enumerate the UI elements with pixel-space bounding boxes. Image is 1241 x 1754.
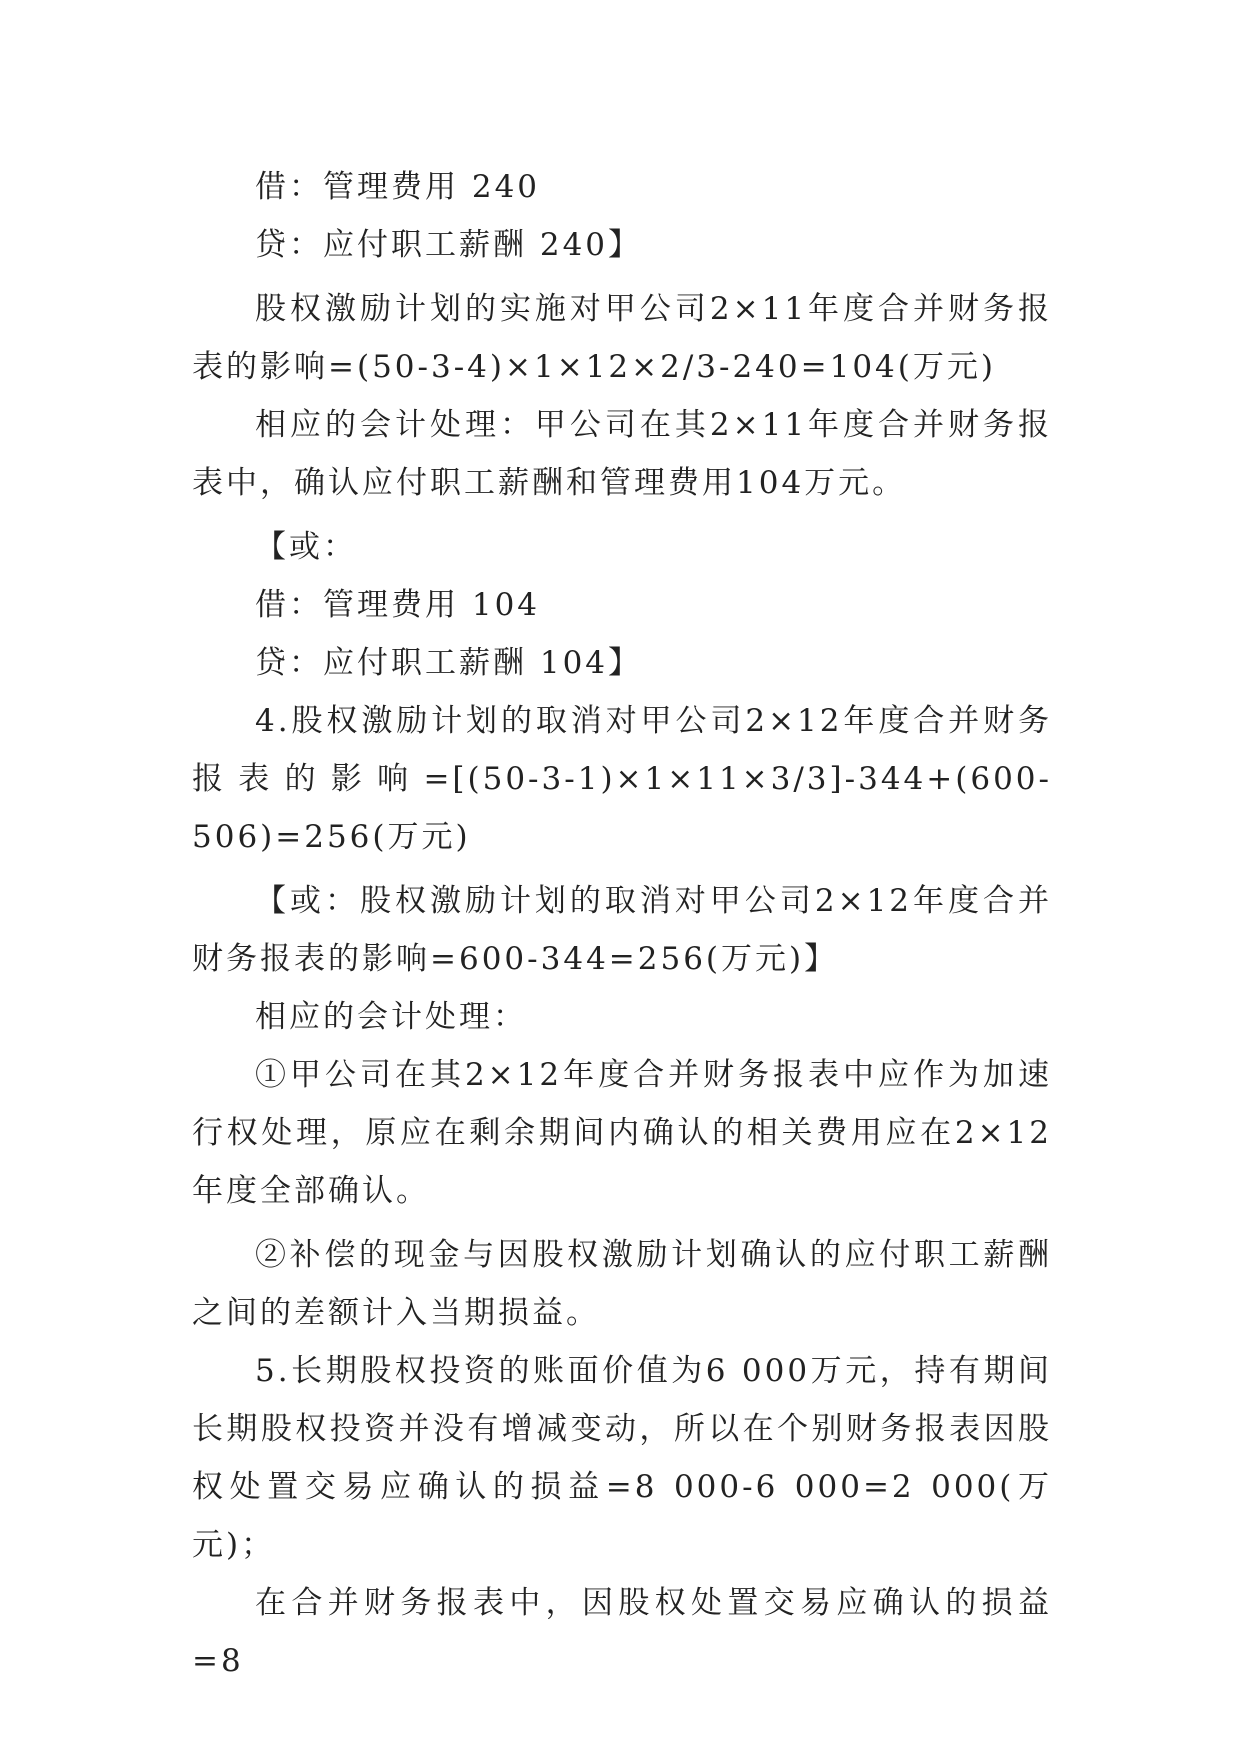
- paragraph: 【或：股权激励计划的取消对甲公司2×12年度合并财务报表的影响=600-344=256(万元)】: [192, 883, 1052, 977]
- paragraph: 4.股权激励计划的取消对甲公司2×12年度合并财务报表的影响=[(50-3-1)×1×11×3/3]-344+(600-506)=256(万元): [192, 703, 1052, 855]
- paragraph: ①甲公司在其2×12年度合并财务报表中应作为加速行权处理，原应在剩余期间内确认的相关费用应在2×12年度全部确认。: [192, 1057, 1052, 1209]
- journal-debit-line: 借：管理费用 104: [255, 587, 541, 623]
- paragraph: 5.长期股权投资的账面价值为6 000万元，持有期间长期股权投资并没有增减变动，所以在个别财务报表因股权处置交易应确认的损益=8 000-6 000=2 000(万元)；: [192, 1353, 1052, 1563]
- alt-entry-open: 【或：: [255, 529, 357, 565]
- document-body: [192, 158, 1052, 1690]
- paragraph: 股权激励计划的实施对甲公司2×11年度合并财务报表的影响=(50-3-4)×1×12×2/3-240=104(万元): [192, 291, 1052, 385]
- paragraph: 相应的会计处理：甲公司在其2×11年度合并财务报表中，确认应付职工薪酬和管理费用104万元。: [192, 407, 1052, 501]
- journal-credit-line: 贷：应付职工薪酬 104】: [255, 645, 643, 681]
- journal-debit-line: 借：管理费用 240: [255, 169, 541, 205]
- paragraph: ②补偿的现金与因股权激励计划确认的应付职工薪酬之间的差额计入当期损益。: [192, 1237, 1052, 1331]
- paragraph: 在合并财务报表中，因股权处置交易应确认的损益=8: [192, 1585, 1052, 1679]
- journal-credit-line: 贷：应付职工薪酬 240】: [255, 227, 643, 263]
- paragraph: 相应的会计处理：: [255, 999, 527, 1035]
